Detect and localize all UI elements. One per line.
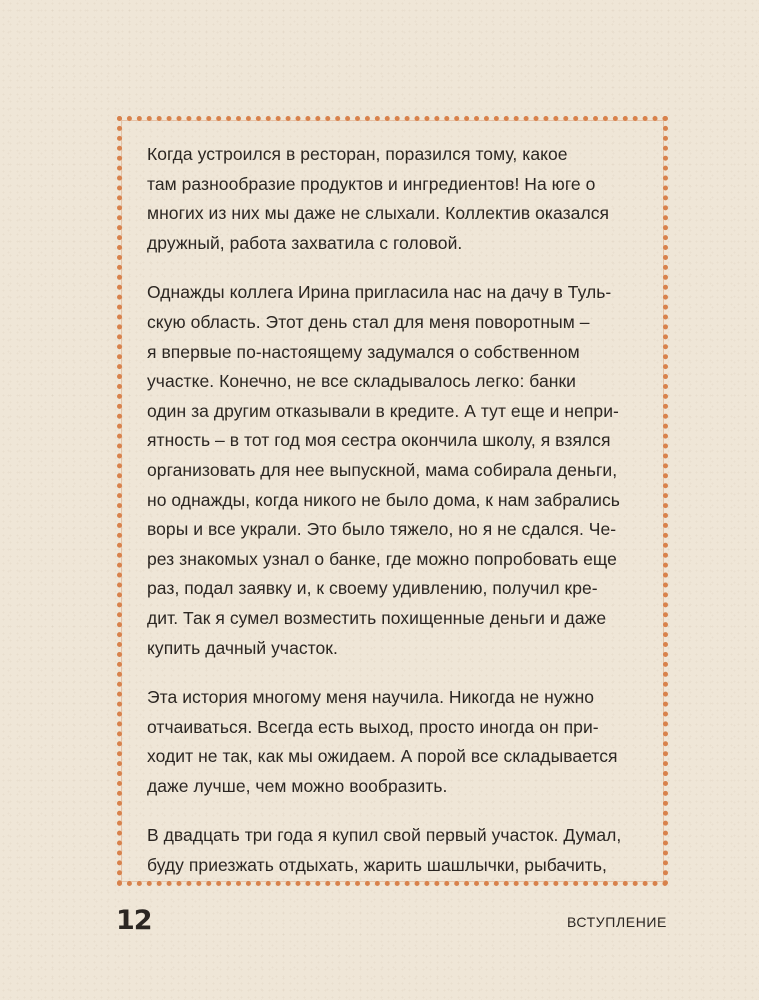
paragraph-4 — [147, 821, 641, 880]
body-text — [147, 140, 641, 901]
text-line: дит. Так я сумел возместить похищенные деньги и даже — [147, 607, 607, 628]
text-line: воры и все украли. Это было тяжело, но я не сдался. Че- — [147, 519, 617, 540]
text-line: участке. Конечно, не все складывалось легко: банки — [147, 371, 576, 392]
text-line: буду приезжать отдыхать, жарить шашлычки, рыбачить, — [147, 855, 607, 876]
text-line: ходит не так, как мы ожидаем. А порой все складывается — [147, 746, 618, 767]
text-line: рез знакомых узнал о банке, где можно попробовать еще — [147, 548, 617, 569]
text-line: отчаиваться. Всегда есть выход, просто иногда он при- — [147, 716, 599, 737]
running-head: ВСТУПЛЕНИЕ — [566, 914, 667, 930]
text-line: даже лучше, чем можно вообразить. — [147, 775, 448, 796]
text-line: но однажды, когда никого не было дома, к нам забрались — [147, 489, 620, 510]
text-line: Когда устроился в ресторан, поразился тому, какое — [147, 144, 568, 164]
text-line: организовать для нее выпускной, мама собирала деньги, — [147, 459, 618, 480]
paragraph-3 — [147, 683, 641, 801]
text-line: Эта история многому меня научила. Никогда не нужно — [147, 687, 595, 708]
text-line: скую область. Этот день стал для меня поворотным – — [147, 311, 590, 332]
paragraph-2 — [147, 278, 641, 663]
text-line: раз, подал заявку и, к своему удивлению, получил кре- — [147, 578, 598, 599]
text-line: я впервые по-настоящему задумался о собственном — [147, 341, 580, 362]
text-line: ятность – в тот год моя сестра окончила школу, я взялся — [147, 430, 611, 451]
text-line: там разнообразие продуктов и ингредиентов! На юге о — [147, 173, 596, 194]
paragraph-1 — [147, 140, 641, 258]
text-line: многих из них мы даже не слыхали. Коллектив оказался — [147, 203, 610, 224]
text-line: дружный, работа захватила с головой. — [147, 232, 463, 253]
text-line: купить дачный участок. — [147, 637, 338, 658]
page-number: 12 — [116, 905, 152, 936]
text-line: Однажды коллега Ирина пригласила нас на дачу в Туль- — [147, 282, 612, 303]
text-line: один за другим отказывали в кредите. А тут еще и непри- — [147, 400, 619, 421]
text-line: В двадцать три года я купил свой первый участок. Думал, — [147, 825, 622, 846]
